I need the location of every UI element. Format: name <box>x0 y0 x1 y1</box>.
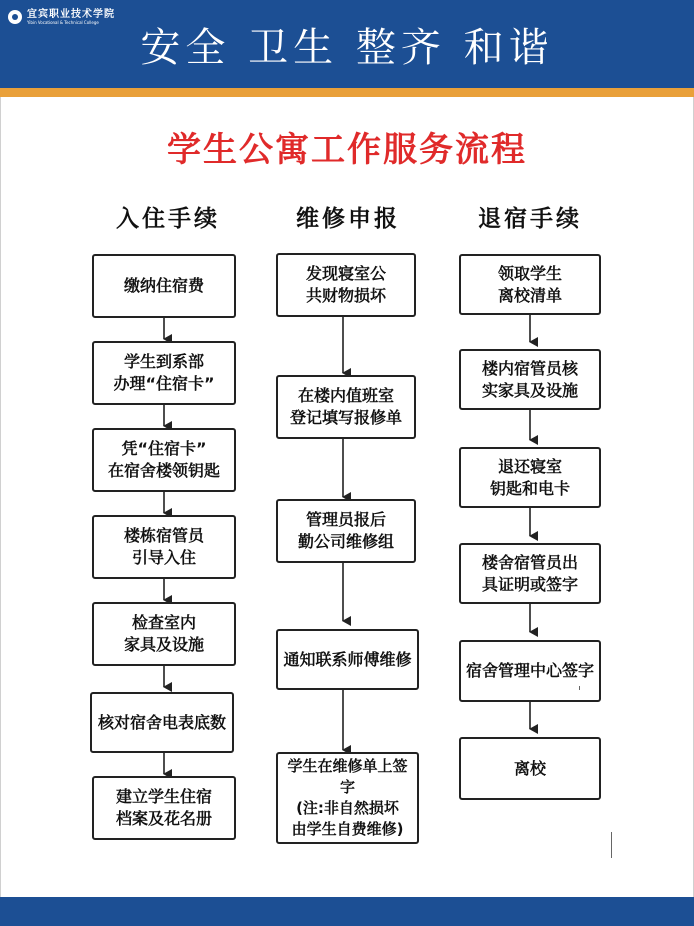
step-checkout-6: 离校 <box>459 737 601 800</box>
step-repair-4: 通知联系师傅维修 <box>276 629 419 690</box>
logo-chinese-name: 宜宾职业技术学院 <box>27 8 115 20</box>
step-checkin-2: 学生到系部 办理“住宿卡” <box>92 341 236 405</box>
step-checkin-5: 检查室内 家具及设施 <box>92 602 236 666</box>
step-repair-1: 发现寝室公 共财物损坏 <box>276 253 416 317</box>
step-checkin-6: 核对宿舍电表底数 <box>90 692 234 753</box>
step-checkin-7: 建立学生住宿 档案及花名册 <box>92 776 236 840</box>
step-repair-5: 学生在维修单上签字 (注:非自然损坏 由学生自费维修) <box>276 752 419 844</box>
step-checkout-5: 宿舍管理中心签字 <box>459 640 601 702</box>
step-repair-3: 管理员报后 勤公司维修组 <box>276 499 416 563</box>
step-checkout-1: 领取学生 离校清单 <box>459 254 601 315</box>
logo-english-name: Yibin Vocational & Technical College <box>27 19 99 25</box>
step-checkin-1: 缴纳住宿费 <box>92 254 236 318</box>
step-checkout-3: 退还寝室 钥匙和电卡 <box>459 447 601 508</box>
column-heading-repair: 维修申报 <box>296 206 400 232</box>
slogan: 安全 卫生 整齐 和谐 <box>140 25 554 71</box>
step-checkin-3: 凭“住宿卡” 在宿舍楼领钥匙 <box>92 428 236 492</box>
step-checkout-2: 楼内宿管员核 实家具及设施 <box>459 349 601 410</box>
step-repair-2: 在楼内值班室 登记填写报修单 <box>276 375 416 439</box>
step-checkin-4: 楼栋宿管员 引导入住 <box>92 515 236 579</box>
step-checkout-4: 楼舍宿管员出 具证明或签字 <box>459 543 601 604</box>
footer-band <box>0 897 694 926</box>
column-heading-checkin: 入住手续 <box>116 206 220 232</box>
stray-mark <box>579 686 580 690</box>
page-title: 学生公寓工作服务流程 <box>167 130 527 170</box>
column-heading-checkout: 退宿手续 <box>478 206 582 232</box>
stray-line <box>611 832 612 858</box>
